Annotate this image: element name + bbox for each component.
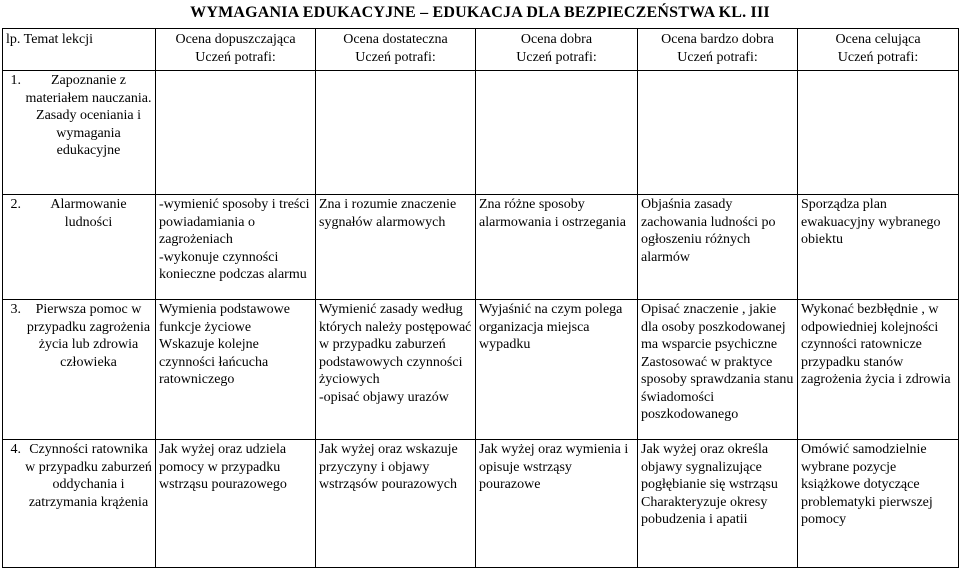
cell-bardzo-dobra <box>638 71 798 195</box>
topic-text: Zapoznanie z materiałem nauczania. Zasady oceniania i wymagania edukacyjne <box>25 73 152 158</box>
cell-dopuszczajaca: Wymienia podstawowe funkcje życiowe Wskazuje kolejne czynności łańcucha ratowniczego <box>156 300 316 440</box>
header-sub: Uczeń potrafi: <box>516 49 597 65</box>
header-row <box>3 29 959 71</box>
header-sub: Uczeń potrafi: <box>355 49 436 65</box>
row-number: 1. <box>10 73 21 88</box>
document-title: WYMAGANIA EDUKACYJNE – EDUKACJA DLA BEZPIECZEŃSTWA KL. III <box>190 4 770 21</box>
table-row <box>3 300 959 440</box>
cell-bardzo-dobra: Objaśnia zasady zachowania ludności po ogłoszeniu różnych alarmów <box>638 195 798 300</box>
cell-dostateczna: Jak wyżej oraz wskazuje przyczyny i objawy wstrząsów pourazowych <box>316 440 476 568</box>
cell-celujaca: Wykonać bezbłędnie , w odpowiedniej kolejności czynności ratownicze przypadku stanów zagrożenia życia i zdrowia <box>798 300 959 440</box>
row-number: 3. <box>10 302 21 317</box>
cell-dostateczna <box>316 71 476 195</box>
header-grade: Ocena bardzo dobra <box>661 32 774 47</box>
table-row <box>3 440 959 568</box>
header-sub: Uczeń potrafi: <box>195 49 276 65</box>
header-sub: Uczeń potrafi: <box>677 49 758 65</box>
topic-cell <box>3 440 156 568</box>
topic-cell <box>3 71 156 195</box>
cell-celujaca: Sporządza plan ewakuacyjny wybranego obiektu <box>798 195 959 300</box>
topic-cell <box>3 300 156 440</box>
topic-cell <box>3 195 156 300</box>
header-lp-topic: lp. Temat lekcji <box>3 29 156 71</box>
cell-bardzo-dobra: Jak wyżej oraz określa objawy sygnalizujące pogłębianie się wstrząsu Charakteryzuje okresy pobudzenia i apatii <box>638 440 798 568</box>
table-row <box>3 195 959 300</box>
topic-text: Czynności ratownika w przypadku zaburzeń oddychania i zatrzymania krążenia <box>25 442 152 510</box>
row-number: 4. <box>10 442 21 457</box>
header-grade: Ocena dostateczna <box>343 32 448 47</box>
requirements-table <box>2 28 959 568</box>
header-grade: Ocena celująca <box>835 32 921 47</box>
cell-celujaca: Omówić samodzielnie wybrane pozycje książkowe dotyczące problematyki pierwszej pomocy <box>798 440 959 568</box>
header-dopuszczajaca <box>156 29 316 71</box>
topic-text: Alarmowanie ludności <box>50 197 127 230</box>
cell-dopuszczajaca: -wymienić sposoby i treści powiadamiania o zagrożeniach -wykonuje czynności konieczne podczas alarmu <box>156 195 316 300</box>
cell-celujaca <box>798 71 959 195</box>
table-row <box>3 71 959 195</box>
cell-bardzo-dobra: Opisać znaczenie , jakie dla osoby poszkodowanej ma wsparcie psychiczne Zastosować w praktyce sposoby sprawdzania stanu świadomości poszkodowanego <box>638 300 798 440</box>
header-grade: Ocena dobra <box>520 32 593 47</box>
cell-dobra: Zna różne sposoby alarmowania i ostrzegania <box>476 195 638 300</box>
topic-text: Pierwsza pomoc w przypadku zagrożenia życia lub zdrowia człowieka <box>26 302 151 370</box>
header-celujaca <box>798 29 959 71</box>
row-number: 2. <box>10 197 21 212</box>
header-dostateczna <box>316 29 476 71</box>
header-bardzo-dobra <box>638 29 798 71</box>
cell-dobra <box>476 71 638 195</box>
header-sub: Uczeń potrafi: <box>837 49 919 65</box>
cell-dopuszczajaca: Jak wyżej oraz udziela pomocy w przypadku wstrząsu pourazowego <box>156 440 316 568</box>
cell-dobra: Wyjaśnić na czym polega organizacja miejsca wypadku <box>476 300 638 440</box>
cell-dopuszczajaca <box>156 71 316 195</box>
cell-dostateczna: Wymienić zasady według których należy postępować w przypadku zaburzeń podstawowych czynności życiowych -opisać objawy urazów <box>316 300 476 440</box>
header-dobra <box>476 29 638 71</box>
header-grade: Ocena dopuszczająca <box>175 32 296 47</box>
cell-dostateczna: Zna i rozumie znaczenie sygnałów alarmowych <box>316 195 476 300</box>
cell-dobra: Jak wyżej oraz wymienia i opisuje wstrząsy pourazowe <box>476 440 638 568</box>
